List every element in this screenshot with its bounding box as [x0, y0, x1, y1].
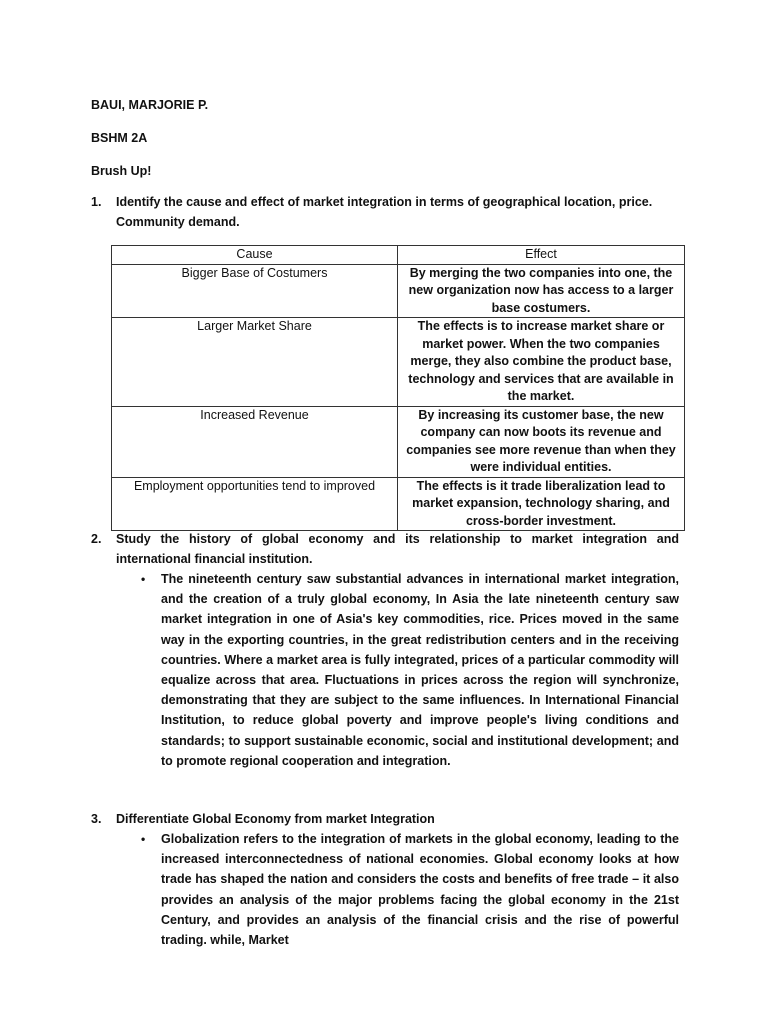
question-3 — [91, 809, 679, 829]
effect-cell: By merging the two companies into one, the new organization now has access to a larger base costumers. — [398, 264, 685, 318]
cause-cell: Bigger Base of Costumers — [112, 264, 398, 318]
cause-cell: Larger Market Share — [112, 318, 398, 407]
question-number: 3. — [91, 812, 102, 826]
table-row — [112, 406, 685, 477]
column-header-effect: Effect — [398, 246, 685, 265]
table-row — [112, 318, 685, 407]
bullet-icon: • — [141, 832, 146, 846]
question-2 — [91, 529, 679, 569]
question-number: 2. — [91, 532, 102, 546]
table-header-row — [112, 246, 685, 265]
cause-effect-table — [111, 245, 685, 531]
question-text: Differentiate Global Economy from market Integration — [116, 812, 435, 826]
table-row — [112, 264, 685, 318]
answer-text: Globalization refers to the integration of markets in the global economy, leading to the increased interconnectedness of national economies. Global economy looks at how trade has shaped the nation and considers the costs and benefits of free trade – it also provides an analysis of the major problems facing the global economy in the 21st Century, and provides an analysis of the financial crisis and the rise of powerful trading. while, Market — [161, 832, 679, 948]
answer-text: The nineteenth century saw substantial advances in international market integration, and the creation of a truly global economy, In Asia the late nineteenth century saw market integration in one of Asia's key commodities, rice. Prices moved in the same way in the exporting countries, in the great redistribution centers and in the receiving countries. Where a market area is fully integrated, prices of a particular commodity will equalize across that area. Fluctuations in prices across the region will synchronize, demonstrating that they are subject to the same influences. In International Financial Institution, to reduce global poverty and improve people's living conditions and standards; to support sustainable economic, social and institutional development; and to promote regional cooperation and integration. — [161, 572, 679, 768]
question-number: 1. — [91, 195, 102, 209]
effect-cell: By increasing its customer base, the new company can now boots its revenue and companies see more revenue than when they were individual entities. — [398, 406, 685, 477]
student-section: BSHM 2A — [91, 131, 148, 145]
cause-cell: Employment opportunities tend to improved — [112, 477, 398, 531]
document-title: Brush Up! — [91, 164, 152, 178]
table-row — [112, 477, 685, 531]
effect-cell: The effects is to increase market share or market power. When the two companies merge, they also combine the product base, technology and services that are available in the market. — [398, 318, 685, 407]
student-name: BAUI, MARJORIE P. — [91, 98, 209, 112]
effect-cell: The effects is it trade liberalization lead to market expansion, technology sharing, and cross-border investment. — [398, 477, 685, 531]
bullet-icon: • — [141, 572, 146, 586]
question-text: Study the history of global economy and its relationship to market integration and international financial institution. — [116, 532, 679, 566]
cause-cell: Increased Revenue — [112, 406, 398, 477]
column-header-cause: Cause — [112, 246, 398, 265]
question-text: Identify the cause and effect of market integration in terms of geographical location, price. Community demand. — [116, 195, 653, 229]
answer-bullet-2 — [141, 569, 679, 771]
answer-bullet-3 — [141, 829, 679, 950]
question-1 — [91, 192, 679, 232]
